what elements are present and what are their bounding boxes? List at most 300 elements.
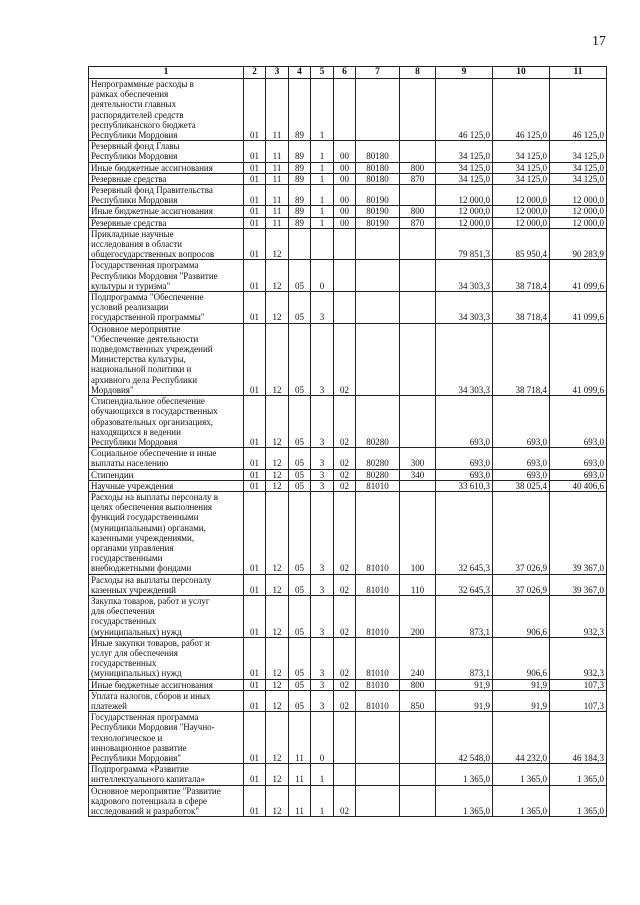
code-cell xyxy=(311,228,334,260)
amount-cell: 91,9 xyxy=(436,690,493,711)
code-cell xyxy=(400,185,436,206)
amount-cell: 12 000,0 xyxy=(493,217,550,228)
code-cell xyxy=(356,228,400,260)
code-cell xyxy=(400,396,436,448)
code-cell: 01 xyxy=(244,785,266,817)
page-number: 17 xyxy=(592,34,606,49)
amount-cell: 1 365,0 xyxy=(436,785,493,817)
code-cell: 0 xyxy=(311,712,334,764)
code-cell: 01 xyxy=(244,260,266,292)
table-row xyxy=(89,206,607,217)
row-name: Подпрограмма "Обеспечение условий реализации государственной программы" xyxy=(89,292,244,324)
code-cell: 3 xyxy=(311,448,334,469)
code-cell: 1 xyxy=(311,764,334,785)
code-cell: 05 xyxy=(289,595,311,637)
amount-cell: 37 026,9 xyxy=(493,491,550,574)
code-cell: 3 xyxy=(311,292,334,324)
table-row xyxy=(89,260,607,292)
amount-cell: 12 000,0 xyxy=(436,206,493,217)
row-name: Расходы на выплаты персоналу казенных учреждений xyxy=(89,574,244,595)
amount-cell: 693,0 xyxy=(550,448,607,469)
row-name: Закупка товаров, работ и услуг для обеспечения государственных (муниципальных) нужд xyxy=(89,595,244,637)
code-cell xyxy=(400,712,436,764)
amount-cell: 12 000,0 xyxy=(436,185,493,206)
amount-cell: 932,3 xyxy=(550,637,607,679)
budget-table xyxy=(88,66,607,817)
column-header: 9 xyxy=(436,67,493,79)
code-cell: 00 xyxy=(334,162,356,173)
code-cell xyxy=(356,260,400,292)
code-cell: 05 xyxy=(289,292,311,324)
amount-cell: 1 365,0 xyxy=(550,764,607,785)
amount-cell: 37 026,9 xyxy=(493,574,550,595)
row-name: Непрограммные расходы в рамках обеспечения деятельности главных распорядителей средств республиканского бюджета Республики Мордовия xyxy=(89,79,244,141)
code-cell: 12 xyxy=(266,712,289,764)
row-name: Иные бюджетные ассигнования xyxy=(89,206,244,217)
code-cell: 12 xyxy=(266,396,289,448)
code-cell xyxy=(356,323,400,395)
row-name: Государственная программа Республики Мордовия "Научно- технологическое и инновационное развитие Республики Мордовия" xyxy=(89,712,244,764)
code-cell: 12 xyxy=(266,292,289,324)
column-header: 5 xyxy=(311,67,334,79)
code-cell: 80190 xyxy=(356,185,400,206)
amount-cell: 693,0 xyxy=(436,469,493,480)
code-cell: 300 xyxy=(400,448,436,469)
amount-cell: 693,0 xyxy=(493,469,550,480)
table-row xyxy=(89,185,607,206)
amount-cell: 12 000,0 xyxy=(493,185,550,206)
code-cell: 80280 xyxy=(356,396,400,448)
amount-cell: 46 125,0 xyxy=(550,79,607,141)
row-name: Уплата налогов, сборов и иных платежей xyxy=(89,690,244,711)
code-cell: 1 xyxy=(311,185,334,206)
code-cell xyxy=(400,785,436,817)
amount-cell: 1 365,0 xyxy=(493,764,550,785)
amount-cell: 38 718,4 xyxy=(493,260,550,292)
amount-cell: 91,9 xyxy=(493,690,550,711)
code-cell: 0 xyxy=(311,260,334,292)
code-cell: 12 xyxy=(266,260,289,292)
code-cell: 01 xyxy=(244,469,266,480)
row-name: Стипендии xyxy=(89,469,244,480)
code-cell xyxy=(400,323,436,395)
amount-cell: 34 303,3 xyxy=(436,260,493,292)
row-name: Основное мероприятие "Обеспечение деятельности подведомственных учреждений Министерства культуры, национальной политики и архивного дела Республики Мордовия" xyxy=(89,323,244,395)
code-cell: 89 xyxy=(289,185,311,206)
column-header: 2 xyxy=(244,67,266,79)
code-cell: 12 xyxy=(266,323,289,395)
code-cell: 3 xyxy=(311,491,334,574)
amount-cell: 32 645,3 xyxy=(436,491,493,574)
code-cell: 12 xyxy=(266,574,289,595)
code-cell xyxy=(356,764,400,785)
code-cell: 11 xyxy=(266,141,289,162)
table-row xyxy=(89,292,607,324)
amount-cell: 90 283,9 xyxy=(550,228,607,260)
amount-cell: 41 099,6 xyxy=(550,260,607,292)
code-cell: 01 xyxy=(244,217,266,228)
code-cell: 80190 xyxy=(356,206,400,217)
table-row xyxy=(89,712,607,764)
code-cell: 05 xyxy=(289,574,311,595)
code-cell: 02 xyxy=(334,679,356,690)
code-cell: 02 xyxy=(334,469,356,480)
code-cell: 01 xyxy=(244,292,266,324)
code-cell: 00 xyxy=(334,185,356,206)
code-cell xyxy=(356,785,400,817)
amount-cell: 34 125,0 xyxy=(436,141,493,162)
row-name: Резервные средства xyxy=(89,173,244,184)
code-cell: 89 xyxy=(289,162,311,173)
amount-cell: 693,0 xyxy=(493,448,550,469)
table-row xyxy=(89,141,607,162)
code-cell: 1 xyxy=(311,206,334,217)
amount-cell: 79 851,3 xyxy=(436,228,493,260)
amount-cell: 91,9 xyxy=(436,679,493,690)
code-cell: 12 xyxy=(266,228,289,260)
code-cell: 05 xyxy=(289,396,311,448)
code-cell: 05 xyxy=(289,448,311,469)
table-row xyxy=(89,574,607,595)
amount-cell: 12 000,0 xyxy=(550,185,607,206)
code-cell xyxy=(400,764,436,785)
amount-cell: 107,3 xyxy=(550,679,607,690)
code-cell: 800 xyxy=(400,162,436,173)
code-cell: 81010 xyxy=(356,679,400,690)
code-cell: 81010 xyxy=(356,491,400,574)
code-cell: 3 xyxy=(311,480,334,491)
code-cell xyxy=(334,228,356,260)
table-row xyxy=(89,679,607,690)
amount-cell: 34 303,3 xyxy=(436,292,493,324)
column-header: 3 xyxy=(266,67,289,79)
code-cell: 02 xyxy=(334,323,356,395)
table-row xyxy=(89,690,607,711)
row-name: Иные закупки товаров, работ и услуг для обеспечения государственных (муниципальных) нужд xyxy=(89,637,244,679)
amount-cell: 41 099,6 xyxy=(550,323,607,395)
code-cell xyxy=(334,764,356,785)
code-cell xyxy=(334,292,356,324)
code-cell: 12 xyxy=(266,469,289,480)
row-name: Социальное обеспечение и иные выплаты населению xyxy=(89,448,244,469)
code-cell: 3 xyxy=(311,690,334,711)
code-cell: 11 xyxy=(289,785,311,817)
code-cell: 05 xyxy=(289,679,311,690)
code-cell xyxy=(356,712,400,764)
code-cell: 12 xyxy=(266,785,289,817)
code-cell: 01 xyxy=(244,491,266,574)
table-row xyxy=(89,173,607,184)
table-row xyxy=(89,396,607,448)
code-cell: 02 xyxy=(334,491,356,574)
code-cell: 200 xyxy=(400,595,436,637)
column-header: 1 xyxy=(89,67,244,79)
code-cell: 81010 xyxy=(356,637,400,679)
code-cell: 1 xyxy=(311,141,334,162)
code-cell: 81010 xyxy=(356,480,400,491)
code-cell: 01 xyxy=(244,396,266,448)
code-cell: 1 xyxy=(311,162,334,173)
code-cell: 3 xyxy=(311,574,334,595)
code-cell: 02 xyxy=(334,480,356,491)
code-cell xyxy=(400,141,436,162)
code-cell: 3 xyxy=(311,595,334,637)
amount-cell: 85 950,4 xyxy=(493,228,550,260)
code-cell: 01 xyxy=(244,764,266,785)
code-cell: 80190 xyxy=(356,217,400,228)
code-cell: 3 xyxy=(311,679,334,690)
code-cell xyxy=(400,480,436,491)
code-cell: 850 xyxy=(400,690,436,711)
row-name: Иные бюджетные ассигнования xyxy=(89,679,244,690)
amount-cell: 34 125,0 xyxy=(493,173,550,184)
code-cell: 02 xyxy=(334,574,356,595)
code-cell: 80180 xyxy=(356,162,400,173)
code-cell: 11 xyxy=(266,185,289,206)
amount-cell: 12 000,0 xyxy=(550,206,607,217)
code-cell: 81010 xyxy=(356,595,400,637)
code-cell: 80180 xyxy=(356,173,400,184)
amount-cell: 34 125,0 xyxy=(550,173,607,184)
column-header: 8 xyxy=(400,67,436,79)
table-row xyxy=(89,217,607,228)
code-cell: 12 xyxy=(266,448,289,469)
code-cell: 01 xyxy=(244,448,266,469)
amount-cell: 46 125,0 xyxy=(436,79,493,141)
code-cell xyxy=(356,292,400,324)
table-row xyxy=(89,480,607,491)
code-cell: 05 xyxy=(289,690,311,711)
code-cell: 12 xyxy=(266,480,289,491)
table-row xyxy=(89,162,607,173)
code-cell: 01 xyxy=(244,323,266,395)
amount-cell: 34 125,0 xyxy=(493,141,550,162)
amount-cell: 693,0 xyxy=(436,448,493,469)
code-cell xyxy=(334,260,356,292)
amount-cell: 33 610,3 xyxy=(436,480,493,491)
column-header: 6 xyxy=(334,67,356,79)
code-cell: 05 xyxy=(289,480,311,491)
code-cell: 110 xyxy=(400,574,436,595)
amount-cell: 38 718,4 xyxy=(493,323,550,395)
amount-cell: 39 367,0 xyxy=(550,491,607,574)
code-cell: 89 xyxy=(289,173,311,184)
code-cell: 12 xyxy=(266,690,289,711)
code-cell xyxy=(400,228,436,260)
code-cell: 100 xyxy=(400,491,436,574)
row-name: Расходы на выплаты персоналу в целях обеспечения выполнения функций государственными (муниципальными) органами, казенными учреждениями, органами управления государственными внебюджетными фондами xyxy=(89,491,244,574)
row-name: Иные бюджетные ассигнования xyxy=(89,162,244,173)
amount-cell: 34 125,0 xyxy=(436,173,493,184)
code-cell: 3 xyxy=(311,469,334,480)
amount-cell: 34 125,0 xyxy=(550,141,607,162)
amount-cell: 693,0 xyxy=(436,396,493,448)
code-cell: 89 xyxy=(289,206,311,217)
code-cell: 11 xyxy=(266,206,289,217)
code-cell: 01 xyxy=(244,595,266,637)
code-cell: 05 xyxy=(289,469,311,480)
code-cell xyxy=(400,292,436,324)
table-row xyxy=(89,637,607,679)
code-cell: 00 xyxy=(334,141,356,162)
amount-cell: 12 000,0 xyxy=(550,217,607,228)
code-cell xyxy=(400,79,436,141)
code-cell: 00 xyxy=(334,173,356,184)
code-cell: 89 xyxy=(289,141,311,162)
amount-cell: 873,1 xyxy=(436,637,493,679)
code-cell xyxy=(334,712,356,764)
amount-cell: 91,9 xyxy=(493,679,550,690)
code-cell: 870 xyxy=(400,173,436,184)
code-cell: 00 xyxy=(334,217,356,228)
code-cell: 05 xyxy=(289,637,311,679)
code-cell: 00 xyxy=(334,206,356,217)
code-cell: 81010 xyxy=(356,574,400,595)
code-cell: 12 xyxy=(266,637,289,679)
amount-cell: 34 125,0 xyxy=(436,162,493,173)
code-cell: 01 xyxy=(244,480,266,491)
code-cell: 01 xyxy=(244,228,266,260)
code-cell: 89 xyxy=(289,217,311,228)
amount-cell: 107,3 xyxy=(550,690,607,711)
amount-cell: 906,6 xyxy=(493,595,550,637)
amount-cell: 1 365,0 xyxy=(550,785,607,817)
row-name: Государственная программа Республики Мордовия "Развитие культуры и туризма" xyxy=(89,260,244,292)
code-cell: 800 xyxy=(400,206,436,217)
code-cell: 01 xyxy=(244,712,266,764)
code-cell: 340 xyxy=(400,469,436,480)
row-name: Резервные средства xyxy=(89,217,244,228)
amount-cell: 44 232,0 xyxy=(493,712,550,764)
code-cell: 3 xyxy=(311,323,334,395)
row-name: Стипендиальное обеспечение обучающихся в государственных образовательных организациях, находящихся в ведении Республики Мордовия xyxy=(89,396,244,448)
code-cell: 02 xyxy=(334,396,356,448)
code-cell xyxy=(289,228,311,260)
table-row xyxy=(89,323,607,395)
code-cell: 12 xyxy=(266,764,289,785)
code-cell: 80280 xyxy=(356,469,400,480)
code-cell: 12 xyxy=(266,595,289,637)
amount-cell: 39 367,0 xyxy=(550,574,607,595)
amount-cell: 42 548,0 xyxy=(436,712,493,764)
code-cell: 01 xyxy=(244,206,266,217)
code-cell: 800 xyxy=(400,679,436,690)
amount-cell: 38 718,4 xyxy=(493,292,550,324)
code-cell: 02 xyxy=(334,448,356,469)
code-cell: 01 xyxy=(244,162,266,173)
code-cell: 05 xyxy=(289,260,311,292)
code-cell: 02 xyxy=(334,595,356,637)
code-cell: 01 xyxy=(244,79,266,141)
code-cell: 11 xyxy=(266,79,289,141)
amount-cell: 693,0 xyxy=(493,396,550,448)
code-cell: 01 xyxy=(244,679,266,690)
amount-cell: 46 184,3 xyxy=(550,712,607,764)
code-cell: 01 xyxy=(244,690,266,711)
table-row xyxy=(89,448,607,469)
code-cell: 80180 xyxy=(356,141,400,162)
code-cell: 1 xyxy=(311,785,334,817)
code-cell: 3 xyxy=(311,396,334,448)
amount-cell: 32 645,3 xyxy=(436,574,493,595)
header-row xyxy=(89,67,607,79)
code-cell: 11 xyxy=(266,173,289,184)
code-cell: 02 xyxy=(334,690,356,711)
code-cell: 1 xyxy=(311,217,334,228)
code-cell: 3 xyxy=(311,637,334,679)
table-row xyxy=(89,79,607,141)
code-cell: 240 xyxy=(400,637,436,679)
amount-cell: 40 406,6 xyxy=(550,480,607,491)
amount-cell: 693,0 xyxy=(550,396,607,448)
amount-cell: 12 000,0 xyxy=(493,206,550,217)
amount-cell: 873,1 xyxy=(436,595,493,637)
table-row xyxy=(89,491,607,574)
code-cell xyxy=(356,79,400,141)
code-cell: 01 xyxy=(244,173,266,184)
table-row xyxy=(89,764,607,785)
amount-cell: 1 365,0 xyxy=(436,764,493,785)
amount-cell: 41 099,6 xyxy=(550,292,607,324)
column-header: 10 xyxy=(493,67,550,79)
code-cell: 12 xyxy=(266,491,289,574)
code-cell xyxy=(334,79,356,141)
amount-cell: 34 303,3 xyxy=(436,323,493,395)
code-cell: 11 xyxy=(289,712,311,764)
code-cell: 12 xyxy=(266,679,289,690)
amount-cell: 906,6 xyxy=(493,637,550,679)
code-cell: 05 xyxy=(289,491,311,574)
column-header: 11 xyxy=(550,67,607,79)
amount-cell: 34 125,0 xyxy=(550,162,607,173)
row-name: Научные учреждения xyxy=(89,480,244,491)
column-header: 4 xyxy=(289,67,311,79)
code-cell: 11 xyxy=(266,217,289,228)
amount-cell: 46 125,0 xyxy=(493,79,550,141)
amount-cell: 1 365,0 xyxy=(493,785,550,817)
row-name: Основное мероприятие "Развитие кадрового потенциала в сфере исследований и разработок" xyxy=(89,785,244,817)
code-cell: 02 xyxy=(334,785,356,817)
code-cell: 01 xyxy=(244,141,266,162)
row-name: Резервный фонд Главы Республики Мордовия xyxy=(89,141,244,162)
code-cell: 80280 xyxy=(356,448,400,469)
code-cell: 81010 xyxy=(356,690,400,711)
table-row xyxy=(89,595,607,637)
amount-cell: 34 125,0 xyxy=(493,162,550,173)
row-name: Прикладные научные исследования в области общегосударственных вопросов xyxy=(89,228,244,260)
code-cell: 11 xyxy=(289,764,311,785)
code-cell: 01 xyxy=(244,185,266,206)
column-header: 7 xyxy=(356,67,400,79)
table-row xyxy=(89,469,607,480)
row-name: Подпрограмма «Развитие интеллектуального капитала» xyxy=(89,764,244,785)
code-cell: 05 xyxy=(289,323,311,395)
row-name: Резервный фонд Правительства Республики Мордовия xyxy=(89,185,244,206)
amount-cell: 693,0 xyxy=(550,469,607,480)
code-cell: 01 xyxy=(244,637,266,679)
code-cell xyxy=(400,260,436,292)
code-cell: 1 xyxy=(311,79,334,141)
table-row xyxy=(89,785,607,817)
amount-cell: 932,3 xyxy=(550,595,607,637)
code-cell: 11 xyxy=(266,162,289,173)
amount-cell: 38 025,4 xyxy=(493,480,550,491)
code-cell: 870 xyxy=(400,217,436,228)
code-cell: 01 xyxy=(244,574,266,595)
code-cell: 89 xyxy=(289,79,311,141)
amount-cell: 12 000,0 xyxy=(436,217,493,228)
code-cell: 1 xyxy=(311,173,334,184)
